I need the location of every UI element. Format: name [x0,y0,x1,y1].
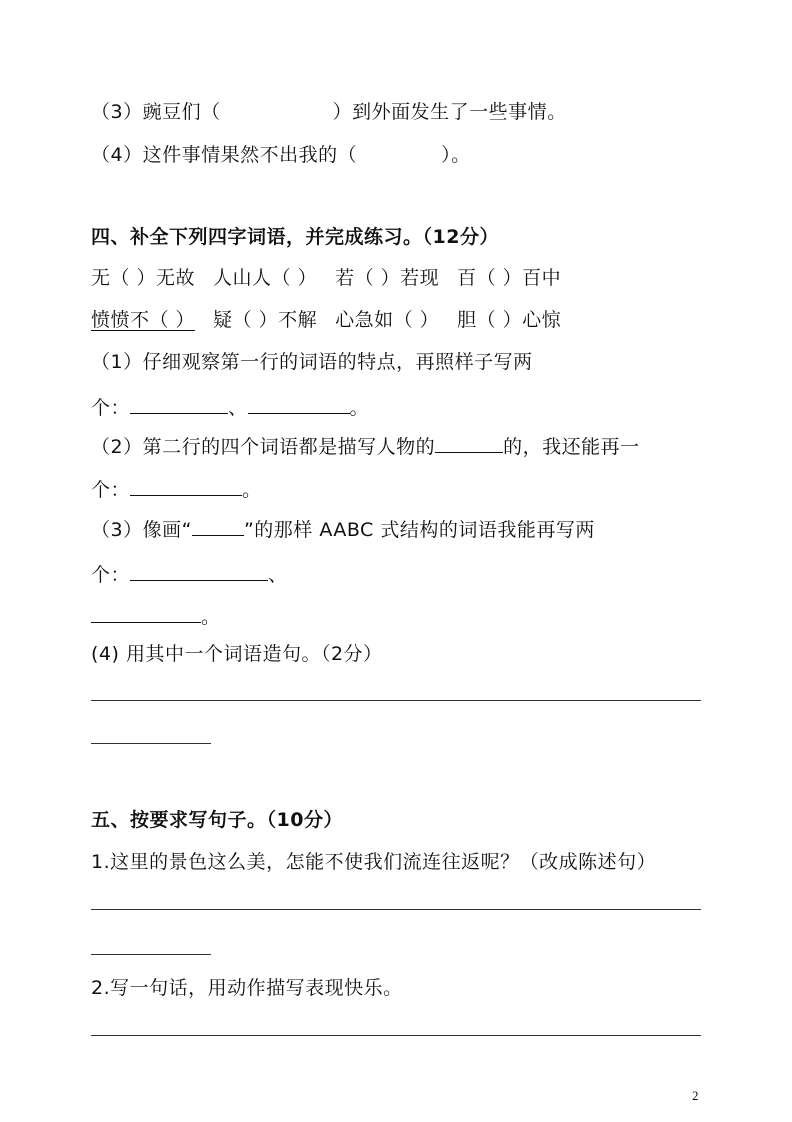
idiom-1-3: 若（ ）若现 [335,267,440,289]
section-5-title: 五、按要求写句子。（10分） [91,809,343,831]
q4-2-prefix: 个： [91,479,131,501]
q5-1-answer-line-2[interactable] [91,954,211,955]
q4-1-end: 。 [349,397,370,419]
q4-1-blank-1[interactable] [130,395,228,414]
q4-1-line2 [91,395,369,420]
q3-4-text-pre: （4）这件事情果然不出我的（ [91,144,358,166]
q4-3-sep: 、 [268,564,288,586]
q4-3-text-post: ”的那样 AABC 式结构的词语我能再写两 [243,519,595,541]
idiom-1-1: 无（ ）无故 [91,267,196,289]
idiom-2-1: 愤愤不（ ） [91,309,196,331]
q5-1-answer-line-1[interactable] [91,909,701,910]
q4-2-end: 。 [242,479,262,501]
q4-1-prefix: 个： [91,397,131,419]
q4-2-blank-1[interactable] [435,434,503,453]
q4-3-line1 [91,517,595,542]
q4-4-prompt: (4) 用其中一个词语造句。（2分） [91,643,383,665]
q4-2-line2 [91,477,262,502]
q3-4-text-post: ）。 [441,144,471,166]
q5-1-prompt: 1.这里的景色这么美，怎能不使我们流连往返呢？（改成陈述句） [91,851,657,873]
q4-3-blank-2[interactable] [130,562,268,581]
idiom-2-2: 疑（ ）不解 [213,309,318,331]
idiom-2-3: 心急如（ ） [335,309,440,331]
question-3-3 [91,100,567,124]
idiom-row-1 [91,266,561,290]
q4-3-blank-1[interactable] [192,517,244,536]
q4-1-blank-2[interactable] [248,395,350,414]
q4-3-text-pre: （3）像画“ [91,519,192,541]
q4-3-prefix: 个： [91,564,131,586]
idiom-row-2 [91,308,561,332]
page-number: 2 [692,1088,699,1103]
q4-1-line1: （1）仔细观察第一行的词语的特点，再照样子写两 [91,351,533,373]
idiom-1-2: 人山人（ ） [213,267,318,289]
q4-3-blank-3[interactable] [91,604,201,623]
q4-3-end: 。 [201,606,221,628]
q4-2-line1 [91,434,640,459]
q3-3-text-pre: （3）豌豆们（ [91,101,221,123]
q5-2-answer-line-1[interactable] [91,1035,701,1036]
q4-3-line2 [91,562,288,587]
section-4-title: 四、补全下列四字词语，并完成练习。（12分） [91,226,499,248]
q3-3-text-post: ）到外面发生了一些事情。 [332,101,567,123]
q4-3-line3 [91,604,221,629]
q4-2-blank-2[interactable] [130,477,242,496]
idiom-1-4: 百（ ）百中 [457,267,562,289]
q5-2-prompt: 2.写一句话，用动作描写表现快乐。 [91,977,403,999]
q4-1-sep: 、 [228,397,248,419]
q4-4-answer-line-1[interactable] [91,700,701,701]
q4-2-text-pre: （2）第二行的四个词语都是描写人物的 [91,436,436,458]
idiom-2-4: 胆（ ）心惊 [457,309,562,331]
question-3-4 [91,143,471,167]
q4-4-answer-line-2[interactable] [91,743,211,744]
q4-2-text-post: 的，我还能再一 [503,436,640,458]
